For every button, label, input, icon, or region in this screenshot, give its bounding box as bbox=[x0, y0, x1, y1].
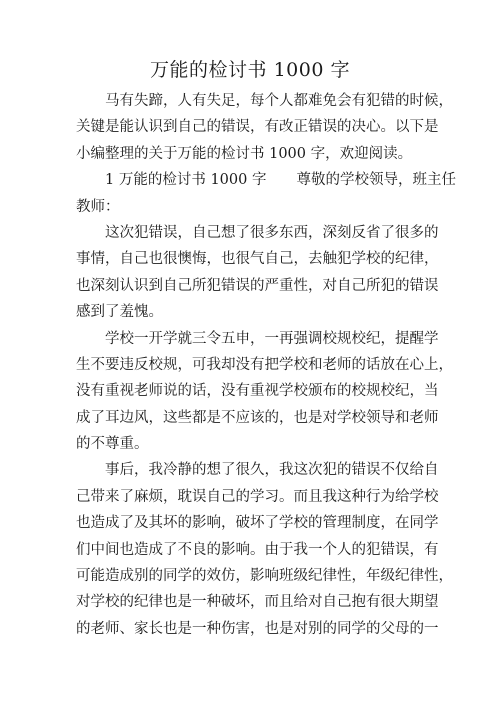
paragraph-line: 感到了羞愧。 bbox=[76, 304, 163, 321]
paragraph-line: 小编整理的关于万能的检讨书 1000 字，欢迎阅读。 bbox=[76, 145, 413, 162]
salutation-line: 教师： bbox=[76, 198, 120, 215]
paragraph-line: 这次犯错误，自己想了很多东西，深刻反省了很多的 bbox=[105, 224, 439, 241]
paragraph-line: 也造成了及其坏的影响，破坏了学校的管理制度，在同学 bbox=[76, 515, 439, 532]
paragraph-line: 关键是能认识到自己的错误，有改正错误的决心。以下是 bbox=[76, 119, 439, 136]
document-body bbox=[76, 88, 456, 642]
paragraph-line: 马有失蹄，人有失足，每个人都难免会有犯错的时候， bbox=[105, 93, 453, 109]
paragraph-line: 己带来了麻烦，耽误自己的学习。而且我这种行为给学校 bbox=[76, 488, 439, 505]
paragraph-line: 们中间也造成了不良的影响。由于我一个人的犯错误，有 bbox=[76, 541, 439, 558]
paragraph-line: 没有重视老师说的话，没有重视学校颁布的校规校纪，当 bbox=[76, 383, 439, 400]
salutation: 尊敬的学校领导，班主任 bbox=[296, 172, 456, 189]
paragraph-line: 的老师、家长也是一种伤害，也是对别的同学的父母的一 bbox=[76, 620, 439, 637]
paragraph-line: 事情，自己也很懊悔，也很气自己，去触犯学校的纪律， bbox=[76, 251, 439, 268]
section-heading-line bbox=[76, 167, 456, 193]
paragraph-line: 也深刻认识到自己所犯错误的严重性，对自己所犯的错误 bbox=[76, 277, 439, 294]
document-title: 万能的检讨书 1000 字 bbox=[150, 59, 350, 81]
paragraph-line: 生不要违反校规，可我却没有把学校和老师的话放在心上， bbox=[76, 356, 453, 373]
paragraph-line: 事后，我冷静的想了很久，我这次犯的错误不仅给自 bbox=[105, 462, 439, 479]
paragraph-line: 成了耳边风，这些都是不应该的，也是对学校领导和老师 bbox=[76, 409, 439, 426]
paragraph-line: 的不尊重。 bbox=[76, 436, 149, 453]
paragraph-line: 学校一开学就三令五申，一再强调校规校纪，提醒学 bbox=[105, 330, 439, 347]
paragraph-line: 可能造成别的同学的效仿，影响班级纪律性，年级纪律性， bbox=[76, 568, 453, 585]
paragraph-line: 对学校的纪律也是一种破坏，而且给对自己抱有很大期望 bbox=[76, 594, 439, 611]
section-heading: 1 万能的检讨书 1000 字 bbox=[105, 172, 267, 189]
